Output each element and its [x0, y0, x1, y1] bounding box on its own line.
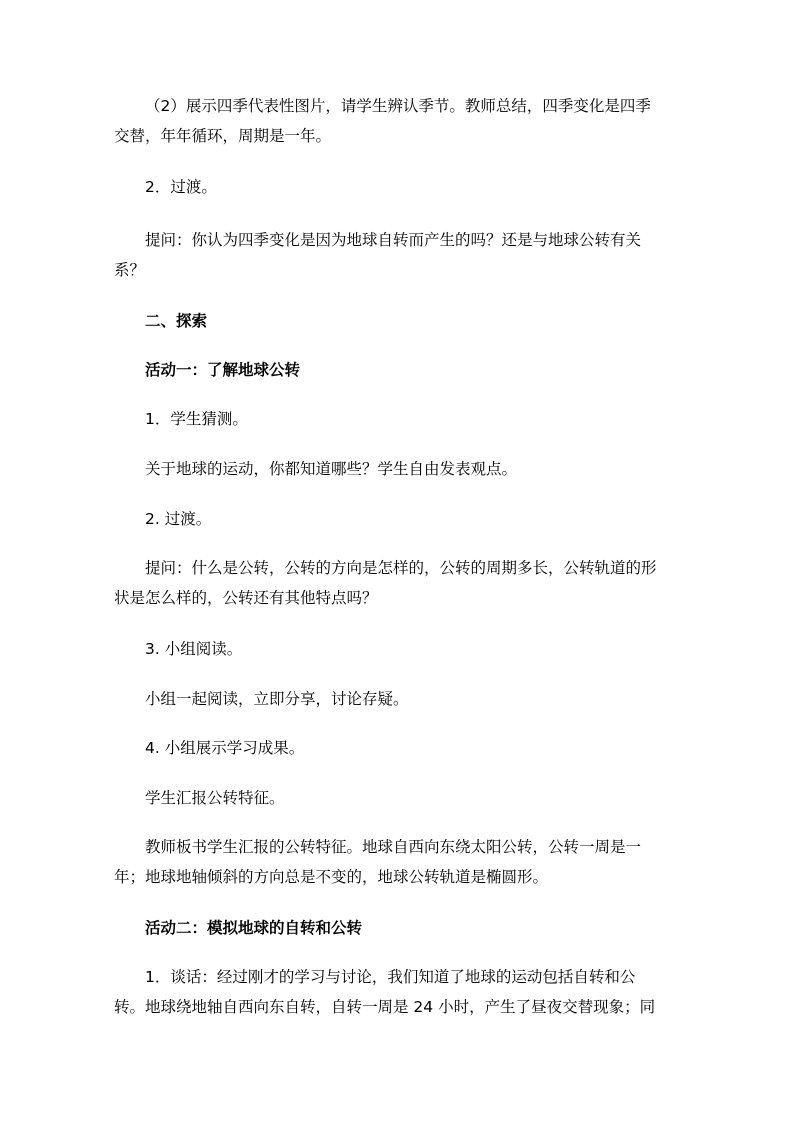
- text-line: 教师板书学生汇报的公转特征。地球自西向东绕太阳公转，公转一周是一: [145, 838, 642, 856]
- paragraph-talk: [114, 962, 670, 1022]
- text-line: 提问：你认为四季变化是因为地球自转而产生的吗？还是与地球公转有关: [145, 231, 642, 249]
- paragraph-season-pictures: [114, 91, 670, 151]
- activity-heading-2: [114, 913, 670, 943]
- text-line: 3. 小组阅读。: [145, 640, 243, 658]
- text-line: 1．学生猜测。: [145, 410, 248, 428]
- paragraph-group-reading: [114, 634, 670, 664]
- paragraph-teacher-board: [114, 832, 670, 892]
- text-line: 二、探索: [145, 312, 208, 330]
- text-line: 小组一起阅读，立即分享，讨论存疑。: [145, 690, 409, 708]
- paragraph-question-2: [114, 553, 670, 613]
- paragraph-transition-2: [114, 504, 670, 534]
- text-line: 系？: [114, 261, 146, 279]
- text-line: 交替，年年循环，周期是一年。: [114, 127, 332, 145]
- text-line: 提问：什么是公转，公转的方向是怎样的，公转的周期多长，公转轨道的形: [145, 559, 657, 577]
- text-line: 1．谈话：经过刚才的学习与讨论，我们知道了地球的运动包括自转和公: [145, 968, 636, 986]
- text-line: 2．过渡。: [145, 178, 217, 196]
- text-line: 关于地球的运动，你都知道哪些？学生自由发表观点。: [145, 460, 518, 478]
- text-line: 4. 小组展示学习成果。: [145, 739, 305, 757]
- text-line: 2. 过渡。: [145, 510, 212, 528]
- text-line: 学生汇报公转特征。: [145, 789, 285, 807]
- paragraph-group-results: [114, 733, 670, 763]
- text-line: 活动一：了解地球公转: [145, 361, 301, 379]
- text-line: 年；地球地轴倾斜的方向总是不变的，地球公转轨道是椭圆形。: [114, 868, 549, 886]
- paragraph-question-1: [114, 225, 670, 285]
- paragraph-student-report: [114, 783, 670, 813]
- paragraph-student-guess: [114, 404, 670, 434]
- text-line: 转。地球绕地轴自西向东自转，自转一周是 24 小时，产生了昼夜交替现象；同: [114, 998, 656, 1016]
- text-line: 活动二：模拟地球的自转和公转: [145, 919, 363, 937]
- activity-heading-1: [114, 355, 670, 385]
- paragraph-transition-1: [114, 172, 670, 202]
- paragraph-earth-motion: [114, 454, 670, 484]
- paragraph-group-share: [114, 684, 670, 714]
- text-line: （2）展示四季代表性图片，请学生辨认季节。教师总结，四季变化是四季: [145, 97, 651, 115]
- text-line: 状是怎么样的，公转还有其他特点吗？: [114, 589, 378, 607]
- section-heading-explore: [114, 306, 670, 336]
